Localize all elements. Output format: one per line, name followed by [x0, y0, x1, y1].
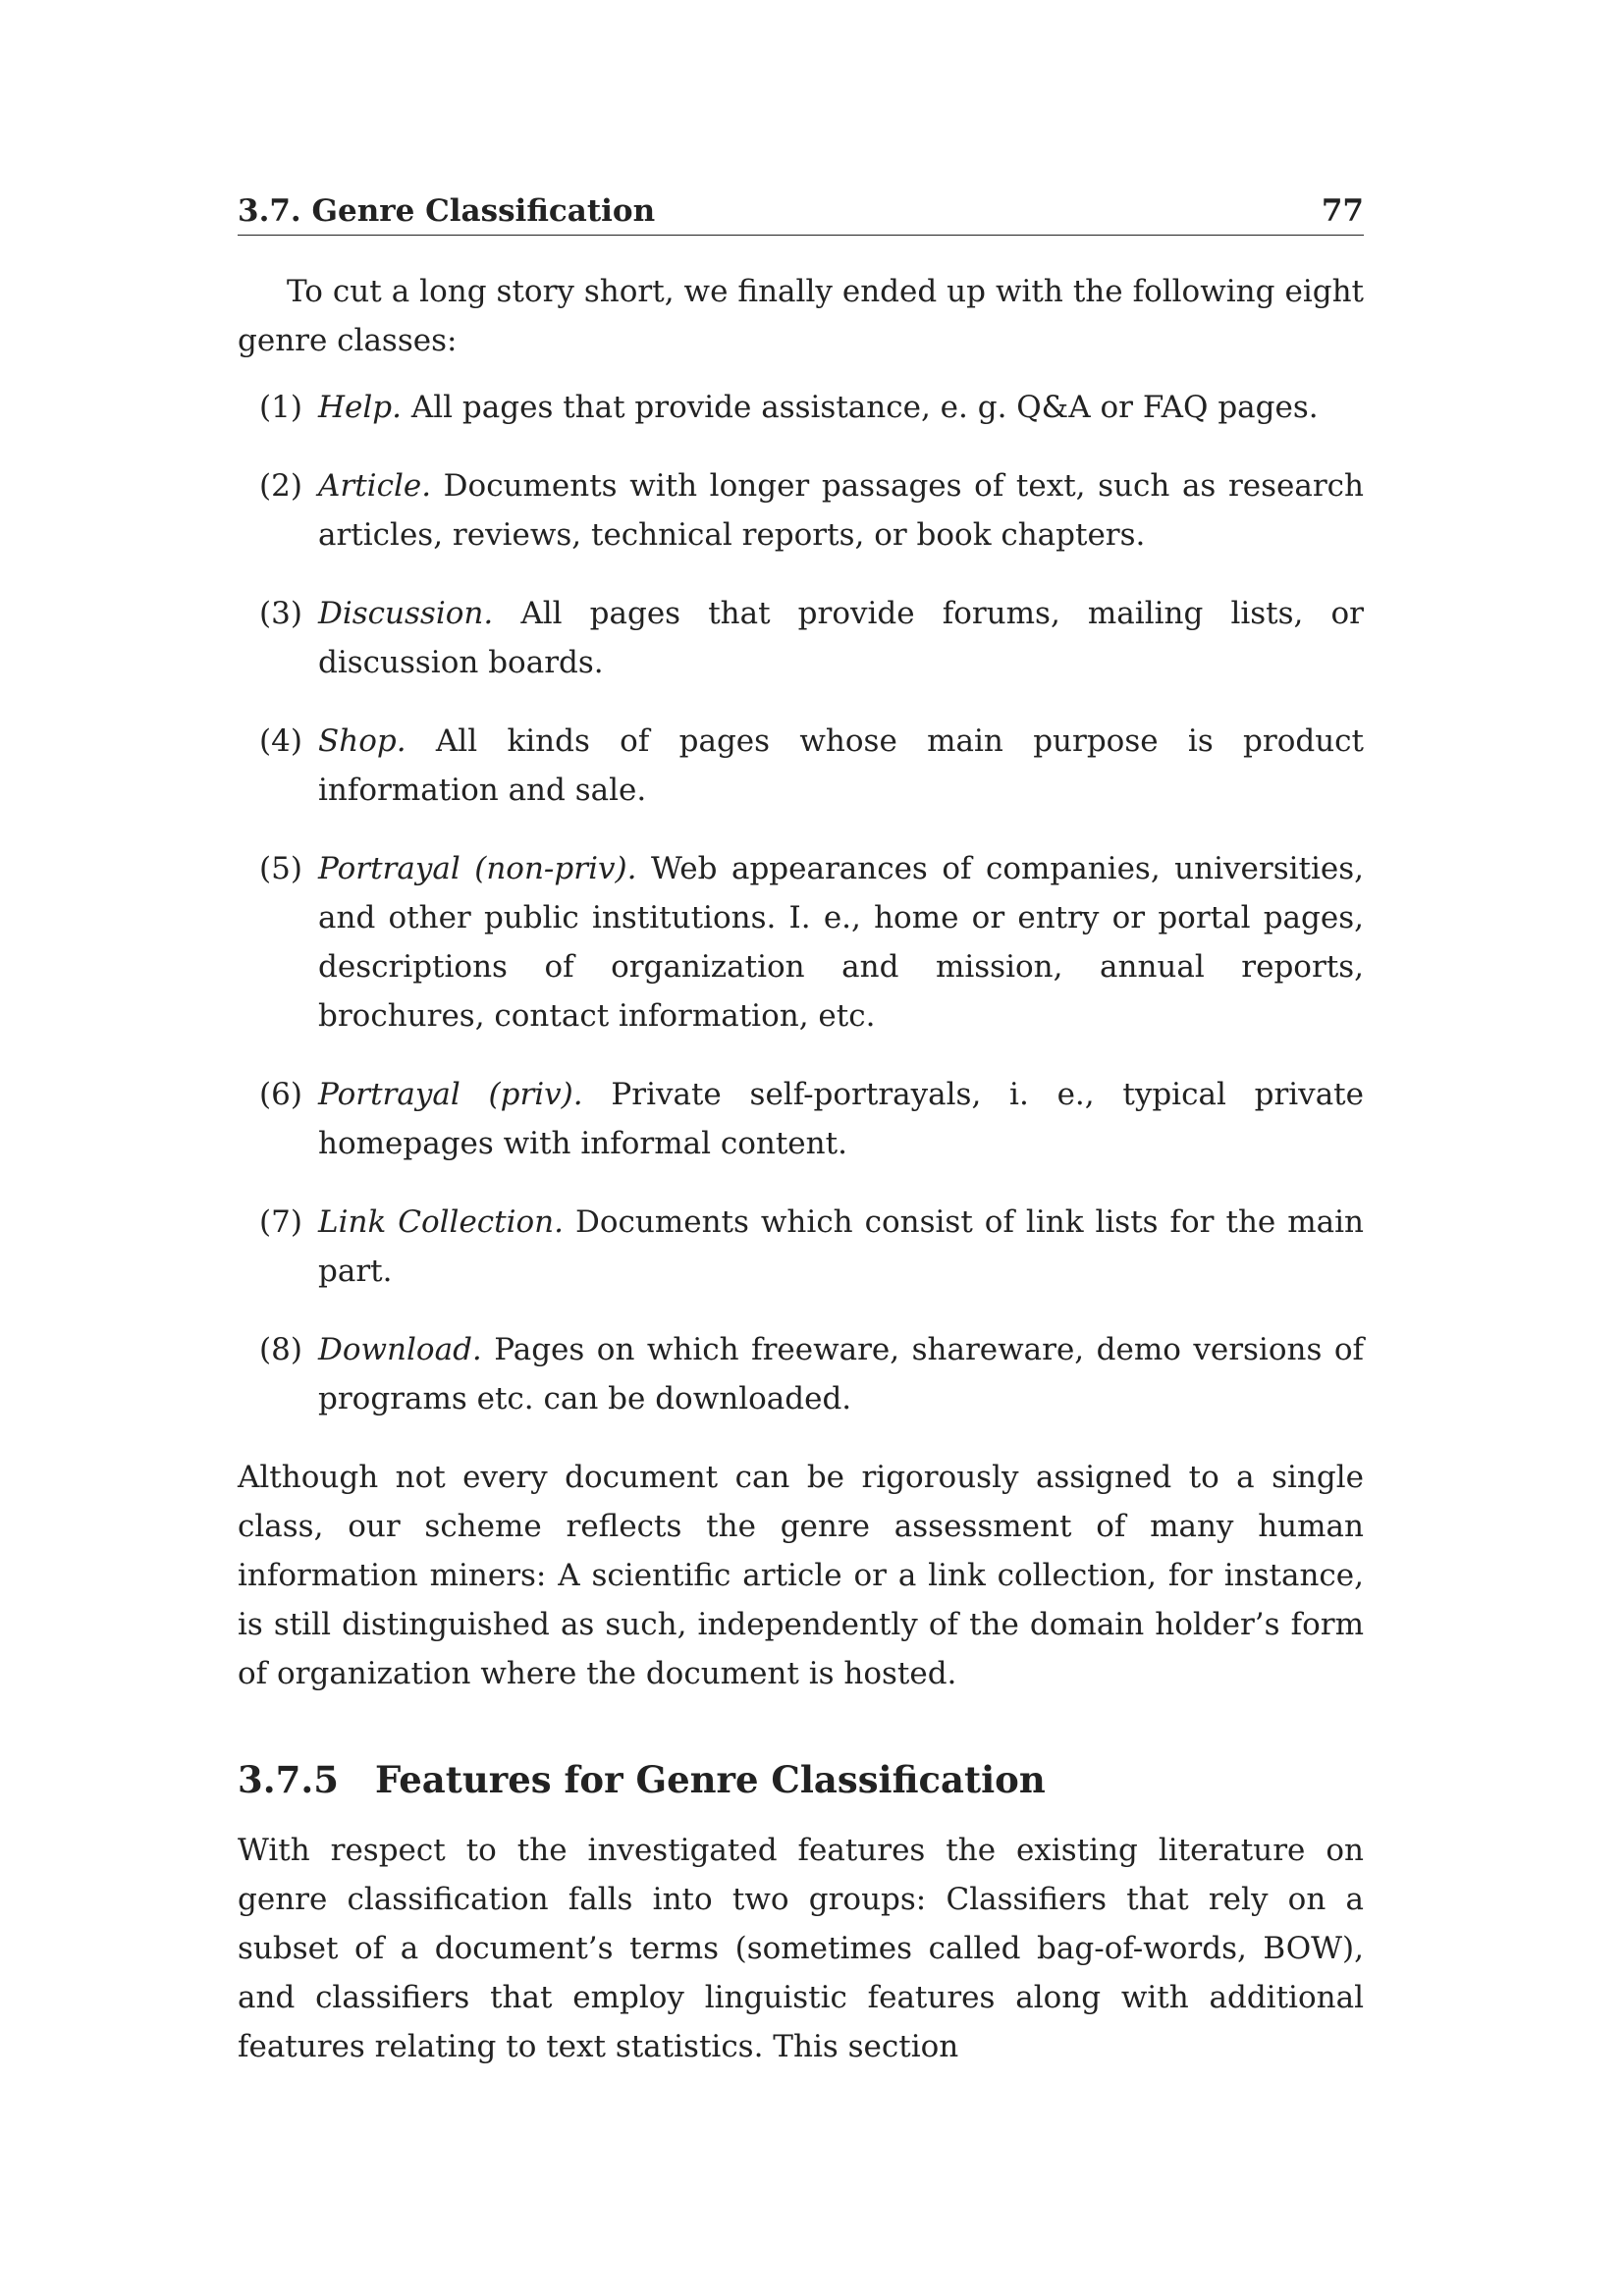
section-paragraph: With respect to the investigated features the existing literature on genre classification falls into two groups: Classifiers that rely on a subset of a document’s terms (sometimes called bag-of-words, BOW), and classifiers that employ linguistic features along with additional features relating to text statistics. This section — [238, 1833, 1364, 2064]
conclusion-paragraph: Although not every document can be rigorously assigned to a single class, our scheme reflects the genre assessment of many human information miners: A scientific article or a link collection, for instance, is still distinguished as such, independently of the domain holder’s form of organization where the document is hosted. — [238, 1460, 1364, 1691]
page — [238, 191, 1364, 2071]
list-item — [238, 589, 1364, 687]
genre-name: Shop. — [318, 723, 406, 759]
running-header — [238, 191, 1364, 236]
item-number: (2) — [259, 468, 302, 504]
item-number: (4) — [259, 723, 302, 759]
genre-description: Private self-portrayals, i. e., typical private homepages with informal content. — [318, 1077, 1364, 1161]
list-item — [238, 1325, 1364, 1423]
page-number: 77 — [1321, 193, 1364, 229]
item-number: (3) — [259, 596, 302, 631]
genre-description: All pages that provide forums, mailing lists, or discussion boards. — [318, 596, 1364, 680]
genre-name: Portrayal (non-priv). — [318, 851, 637, 886]
genre-list — [238, 383, 1364, 1423]
item-number: (6) — [259, 1077, 302, 1112]
genre-name: Article. — [318, 468, 432, 504]
intro-paragraph: To cut a long story short, we finally ended up with the following eight genre classes: — [238, 274, 1364, 358]
item-number: (5) — [259, 851, 302, 886]
list-item — [238, 717, 1364, 815]
genre-name: Link Collection. — [318, 1204, 565, 1240]
genre-name: Download. — [318, 1332, 482, 1367]
genre-name: Discussion. — [318, 596, 494, 631]
item-number: (8) — [259, 1332, 302, 1367]
genre-description: Pages on which freeware, shareware, demo versions of programs etc. can be downloaded. — [318, 1332, 1364, 1416]
list-item — [238, 383, 1364, 432]
genre-description: All pages that provide assistance, e. g. Q&A or FAQ pages. — [410, 390, 1319, 425]
section-heading — [238, 1755, 1364, 1804]
genre-description: Documents with longer passages of text, such as research articles, reviews, technical reports, or book chapters. — [318, 468, 1364, 553]
section-number: 3.7.5 — [238, 1758, 339, 1801]
genre-description: Web appearances of companies, universities, and other public institutions. I. e., home or entry or portal pages, descriptions of organization and mission, annual reports, brochures, contact information, etc. — [318, 851, 1365, 1034]
list-item — [238, 461, 1364, 560]
genre-name: Portrayal (priv). — [318, 1077, 583, 1112]
item-number: (7) — [259, 1204, 302, 1240]
header-section-title: 3.7. Genre Classification — [238, 193, 656, 229]
list-item — [238, 1070, 1364, 1168]
section-title: Features for Genre Classification — [375, 1758, 1046, 1801]
genre-name: Help. — [318, 390, 402, 425]
genre-description: All kinds of pages whose main purpose is product information and sale. — [318, 723, 1365, 808]
item-number: (1) — [259, 390, 302, 425]
list-item — [238, 1198, 1364, 1296]
list-item — [238, 844, 1364, 1041]
genre-description: Documents which consist of link lists for the main part. — [318, 1204, 1364, 1289]
